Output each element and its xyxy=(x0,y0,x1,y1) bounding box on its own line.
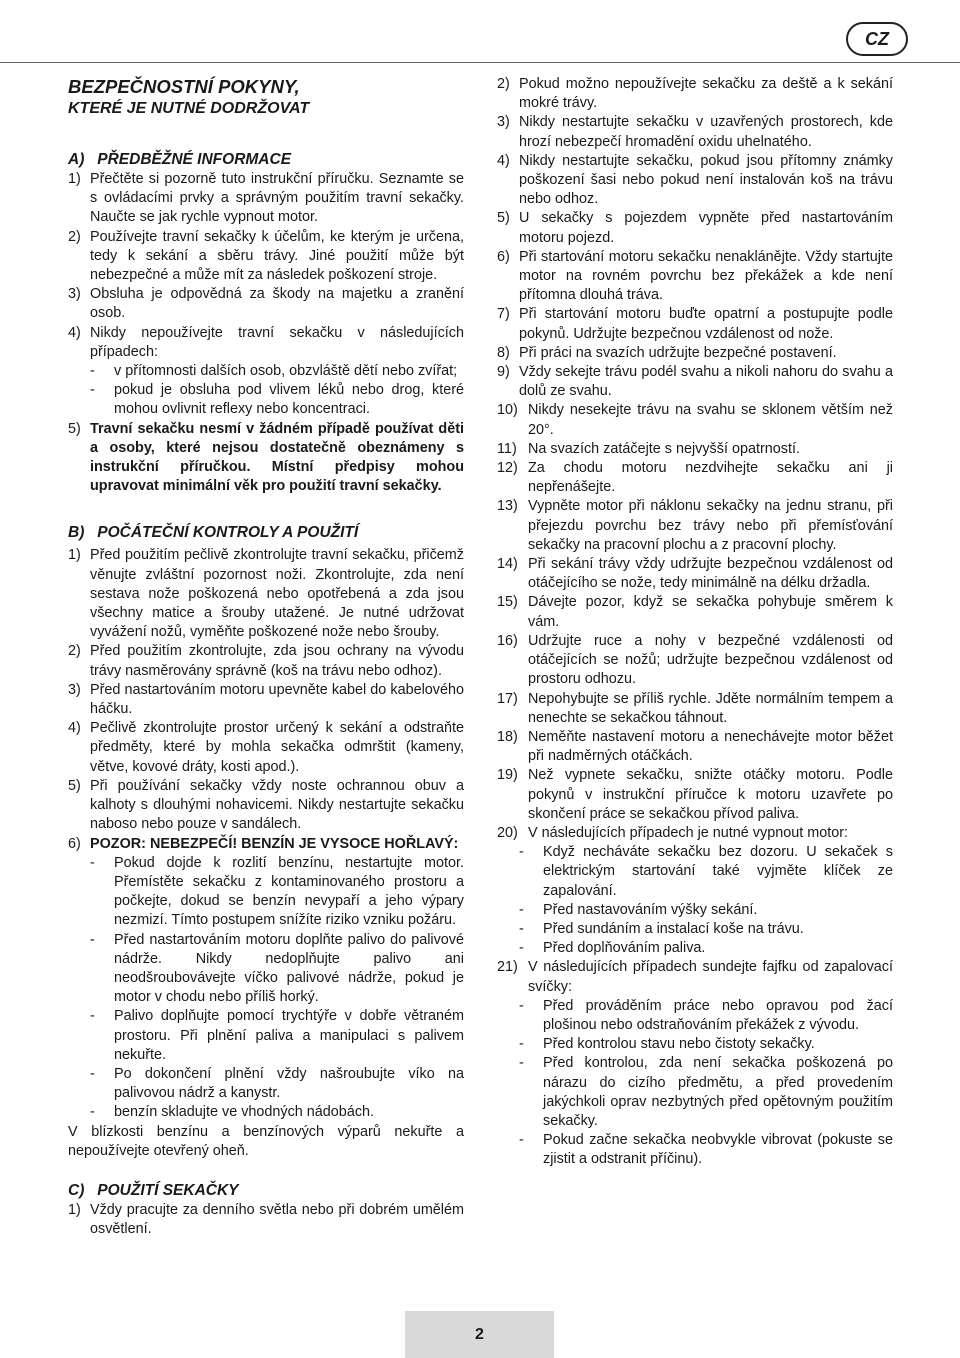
language-badge: CZ xyxy=(846,22,908,56)
sub-item: - Pokud dojde k rozlití benzínu, nestartujte motor. Přemístěte sekačku z kontaminovaného prostoru a počkejte, dokud se benzín nevypaří a jeho výpary nezmizí. Tímto postupem snížíte riziko vzniku požáru. xyxy=(90,854,464,929)
list-item: 2) Používejte travní sekačky k účelům, ke kterým je určena, tedy k sekání a sběru trávy. Jiné použití může být nebezpečné a může mít za následek poškození stroje. xyxy=(68,228,464,284)
list-item: 2) Pokud možno nepoužívejte sekačku za deště a k sekání mokré trávy. xyxy=(497,76,893,112)
section-b-heading: B) POČÁTEČNÍ KONTROLY A POUŽITÍ xyxy=(68,524,359,542)
section-a-heading: A) PŘEDBĚŽNÉ INFORMACE xyxy=(68,151,292,168)
right-column xyxy=(497,75,893,1170)
list-item: 6) Při startování motoru sekačku nenaklánějte. Vždy startujte motor na rovném povrchu bez překážek a kde není přítomna dlouhá tráva. xyxy=(497,248,893,304)
section-c-heading: C) POUŽITÍ SEKAČKY xyxy=(68,1181,239,1199)
list-item: 18) Neměňte nastavení motoru a nenechávejte motor běžet při nadměrných otáčkách. xyxy=(497,728,893,765)
sub-item: - Před kontrolou stavu nebo čistoty sekačky. xyxy=(519,1036,815,1053)
list-item: 4) Nikdy nepoužívejte travní sekačku v následujících případech: xyxy=(68,324,464,360)
list-item: 8) Při práci na svazích udržujte bezpečné postavení. xyxy=(497,344,837,361)
sub-item: - Před nastavováním výšky sekání. xyxy=(519,901,758,918)
list-item: 5) U sekačky s pojezdem vypněte před nastartováním motoru pojezd. xyxy=(497,210,893,246)
list-item: 3) Obsluha je odpovědná za škody na majetku a zranění osob. xyxy=(68,286,464,322)
left-column xyxy=(68,75,464,1239)
list-item: 1) Přečtěte si pozorně tuto instrukční příručku. Seznamte se s ovládacími prvky a správným použitím travní sekačky. Naučte se jak rychle vypnout motor. xyxy=(68,171,464,226)
list-item: 19) Než vypnete sekačku, snižte otáčky motoru. Podle pokynů v instrukční příručce k motoru uzavřete po skončení práce se sekačkou přívod paliva. xyxy=(497,767,893,822)
sub-item: - Palivo doplňujte pomocí trychtýře v dobře větraném prostoru. Při plnění paliva a manipulaci s palivem nekuřte. xyxy=(90,1008,464,1063)
list-item: 13) Vypněte motor při náklonu sekačky na jednu stranu, při přejezdu povrchu bez trávy nebo při přemísťování sekačky na pracovní plochu a z pracovní plochy. xyxy=(497,498,893,553)
list-item: 4) Nikdy nestartujte sekačku, pokud jsou přítomny známky poškození šasi nebo pokud není instalován koš na trávu nebo odhoz. xyxy=(497,152,893,208)
sub-item: - Pokud začne sekačka neobvykle vibrovat (pokuste se zjistit a odstranit příčinu). xyxy=(519,1132,893,1168)
sub-item: - Když necháváte sekačku bez dozoru. U sekaček s elektrickým startování také vyjměte klíček ze zapalování. xyxy=(519,844,893,899)
list-item: 2) Před použitím zkontrolujte, zda jsou ochrany na vývodu trávy nasměrovány správně (koš na trávu nebo odhoz). xyxy=(68,643,464,679)
list-item: 3) Nikdy nestartujte sekačku v uzavřených prostorech, kde hrozí nebezpečí hromadění oxidu uhelnatého. xyxy=(497,114,893,150)
list-item: 10) Nikdy nesekejte trávu na svahu se sklonem větším než 20°. xyxy=(497,402,893,438)
sub-item: - Před kontrolou, zda není sekačka poškozená po nárazu do cizího předmětu, a před provedením jakýchkoli oprav nezbytných před opětovným použitím sekačky. xyxy=(519,1055,893,1129)
list-item: 16) Udržujte ruce a nohy v bezpečné vzdálenosti od otáčejících se nožů; udržujte bezpečnou vzdálenost od prostoru odhozu. xyxy=(497,632,893,688)
list-item: 21) V následujících případech sundejte fajfku od zapalovací svíčky: xyxy=(497,959,893,995)
sub-item: - v přítomnosti dalších osob, obzvláště dětí nebo zvířat; xyxy=(90,363,458,380)
header-rule xyxy=(0,62,960,63)
sub-item: - benzín skladujte ve vhodných nádobách. xyxy=(90,1104,375,1121)
list-item: 20) V následujících případech je nutné vypnout motor: xyxy=(497,824,848,841)
list-item: 17) Nepohybujte se příliš rychle. Jděte normálním tempem a nenechte se sekačkou táhnout. xyxy=(497,690,893,726)
list-item: 6) POZOR: NEBEZPEČÍ! BENZÍN JE VYSOCE HOŘLAVÝ: xyxy=(68,835,459,852)
sub-item: - pokud je obsluha pod vlivem léků nebo drog, které mohou ovlivnit reflexy nebo koncentraci. xyxy=(90,382,464,418)
list-item: 14) Při sekání trávy vždy udržujte bezpečnou vzdálenost od otáčejícího se nože, tedy minimálně na délku držadla. xyxy=(497,556,893,592)
page-title: BEZPEČNOSTNÍ POKYNY, xyxy=(68,76,300,97)
list-item: 5) Při používání sekačky vždy noste ochrannou obuv a kalhoty s dlouhými nohavicemi. Nikdy nestartujte sekačku naboso nebo pouze v sandálech. xyxy=(68,777,464,833)
page-number: 2 xyxy=(405,1311,554,1358)
list-item: 7) Při startování motoru buďte opatrní a postupujte podle pokynů. Udržujte bezpečnou vzdálenost od nože. xyxy=(497,306,893,342)
list-item: 1) Vždy pracujte za denního světla nebo při dobrém umělém osvětlení. xyxy=(68,1201,464,1238)
list-item: 15) Dávejte pozor, když se sekačka pohybuje směrem k vám. xyxy=(497,594,893,630)
list-item: 9) Vždy sekejte trávu podél svahu a nikoli nahoru do svahu a dolů ze svahu. xyxy=(497,364,893,400)
list-item: 1) Před použitím pečlivě zkontrolujte travní sekačku, přičemž věnujte zvláštní pozornost noži. Zkontrolujte, zda není sestava nože poškozená nebo opotřebená a zda jsou všechny matice a šrouby utažené. Je nutné udržovat vyvážení nožů, vyměňte poškozené nože nebo šrouby. xyxy=(68,547,464,641)
sub-item: - Před doplňováním paliva. xyxy=(519,940,706,957)
page-subtitle: KTERÉ JE NUTNÉ DODRŽOVAT xyxy=(68,100,310,117)
sub-item: - Před prováděním práce nebo opravou pod žací plošinou nebo odstraňováním překážek z vývodu. xyxy=(519,997,893,1033)
sub-item: - Před sundáním a instalací koše na trávu. xyxy=(519,920,804,937)
list-item: 11) Na svazích zatáčejte s nejvyšší opatrností. xyxy=(497,440,800,457)
sub-item: - Před nastartováním motoru doplňte palivo do palivové nádrže. Nikdy nedoplňujte palivo ani neodšroubovávejte víčko palivové nádrže, pokud je motor v chodu nebo příliš horký. xyxy=(90,931,464,1006)
list-item: 12) Za chodu motoru nezdvihejte sekačku ani ji nepřenášejte. xyxy=(497,460,893,496)
sub-item: - Po dokončení plnění vždy našroubujte víko na palivovou nádrž a kanystr. xyxy=(90,1065,464,1102)
list-item: 5) Travní sekačku nesmí v žádném případě používat děti a osoby, které nejsou dostatečně obeznámeny s instrukční příručkou. Místní předpisy mohou upravovat minimální věk pro použití travní sekačky. xyxy=(68,420,464,495)
list-item: 4) Pečlivě zkontrolujte prostor určený k sekání a odstraňte předměty, které by mohla sekačka odmrštit (kameny, větve, kovové dráty, kosti apod.). xyxy=(68,720,464,775)
paragraph: V blízkosti benzínu a benzínových výparů nekuřte a nepoužívejte otevřený oheň. xyxy=(68,1123,464,1159)
list-item: 3) Před nastartováním motoru upevněte kabel do kabelového háčku. xyxy=(68,681,464,718)
